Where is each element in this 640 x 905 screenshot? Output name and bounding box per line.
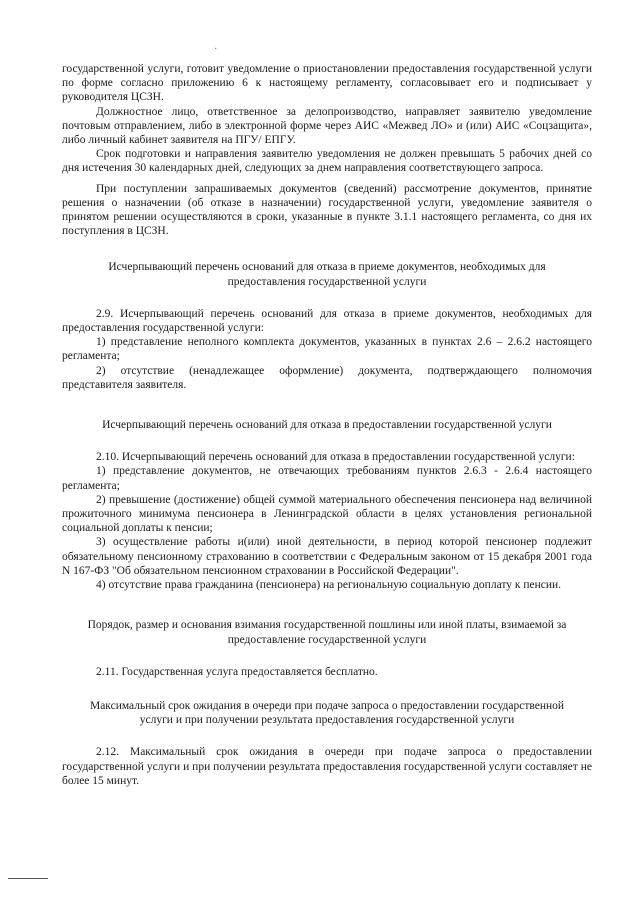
document-body xyxy=(62,62,592,788)
section-2-9-item-1: 1) представление неполного комплекта документов, указанных в пунктах 2.6 – 2.6.2 настоящего регламента; xyxy=(62,336,592,363)
paragraph-continuation: государственной услуги, готовит уведомление о приостановлении предоставления государственной услуги по форме согласно приложению 6 к настоящему регламенту, согласовывает его и подписывает у руководителя ЦСЗН. xyxy=(62,63,592,104)
section-2-10-item-2: 2) превышение (достижение) общей суммой материального обеспечения пенсионера над величиной прожиточного минимума пенсионера в Ленинградской области в целях установления региональной социальной доплаты к пенсии; xyxy=(62,493,592,535)
paragraph-documents-received: При поступлении запрашиваемых документов (сведений) рассмотрение документов, принятие решения о назначении (об отказе в назначении) государственной услуги, уведомление заявителя о принятом решении осуществляются в сроки, указанные в пункте 3.1.1 настоящего регламента, со дня их поступления в ЦСЗН. xyxy=(62,182,592,238)
section-2-10-item-4: 4) отсутствие права гражданина (пенсионера) на региональную социальную доплату к пенсии. xyxy=(96,579,562,592)
section-2-12: 2.12. Максимальный срок ожидания в очереди при подаче запроса о предоставлении государственной услуги и при получении результата предоставления государственной услуги составляет не более 15 минут. xyxy=(62,746,592,787)
heading-refusal-acceptance: Исчерпывающий перечень оснований для отказа в приеме документов, необходимых для предоставления государственной услуги xyxy=(108,261,546,288)
paragraph-notification-delivery: Должностное лицо, ответственное за делопроизводство, направляет заявителю уведомление почтовым отправлением, либо в электронной форме через АИС «Межвед ЛО» и (или) АИС «Соцзащита», либо личный кабинет заявителя на ПГУ/ ЕПГУ. xyxy=(62,105,592,147)
section-2-9-intro: 2.9. Исчерпывающий перечень оснований для отказа в приеме документов, необходимых для предоставления государственной услуги: xyxy=(62,307,592,335)
scan-speck: · xyxy=(214,44,218,55)
heading-queue-time: Максимальный срок ожидания в очереди при подаче запроса о предоставлении государственной услуги и при получении результата предоставления государственной услуги xyxy=(89,699,565,727)
paragraph-notification-deadline: Срок подготовки и направления заявителю уведомления не должен превышать 5 рабочих дней со дня истечения 30 календарных дней, следующих за днем направления соответствующего запроса. xyxy=(62,148,592,175)
section-2-9-item-2: 2) отсутствие (ненадлежащее оформление) документа, подтверждающего полномочия представителя заявителя. xyxy=(62,364,592,391)
section-2-11: 2.11. Государственная услуга предоставляется бесплатно. xyxy=(96,665,378,678)
section-2-10-item-1: 1) представление документов, не отвечающих требованиям пунктов 2.6.3 - 2.6.4 настоящего регламента; xyxy=(62,465,592,492)
heading-fee: Порядок, размер и основания взимания государственной пошлины или иной платы, взимаемой за предоставление государственной услуги xyxy=(87,619,567,646)
section-2-10-item-3: 3) осуществление работы и(или) иной деятельности, в период которой пенсионер подлежит обязательному пенсионному страхованию в соответствии с Федеральным законом от 15 декабря 2001 года N 167-ФЗ "Об обязательном пенсионном страховании в Российской Федерации". xyxy=(62,536,592,577)
heading-refusal-service: Исчерпывающий перечень оснований для отказа в предоставлении государственной услуги xyxy=(102,419,552,432)
section-2-10-intro: 2.10. Исчерпывающий перечень оснований для отказа в предоставлении государственной услуги: xyxy=(96,451,575,464)
footer-rule xyxy=(8,878,48,879)
